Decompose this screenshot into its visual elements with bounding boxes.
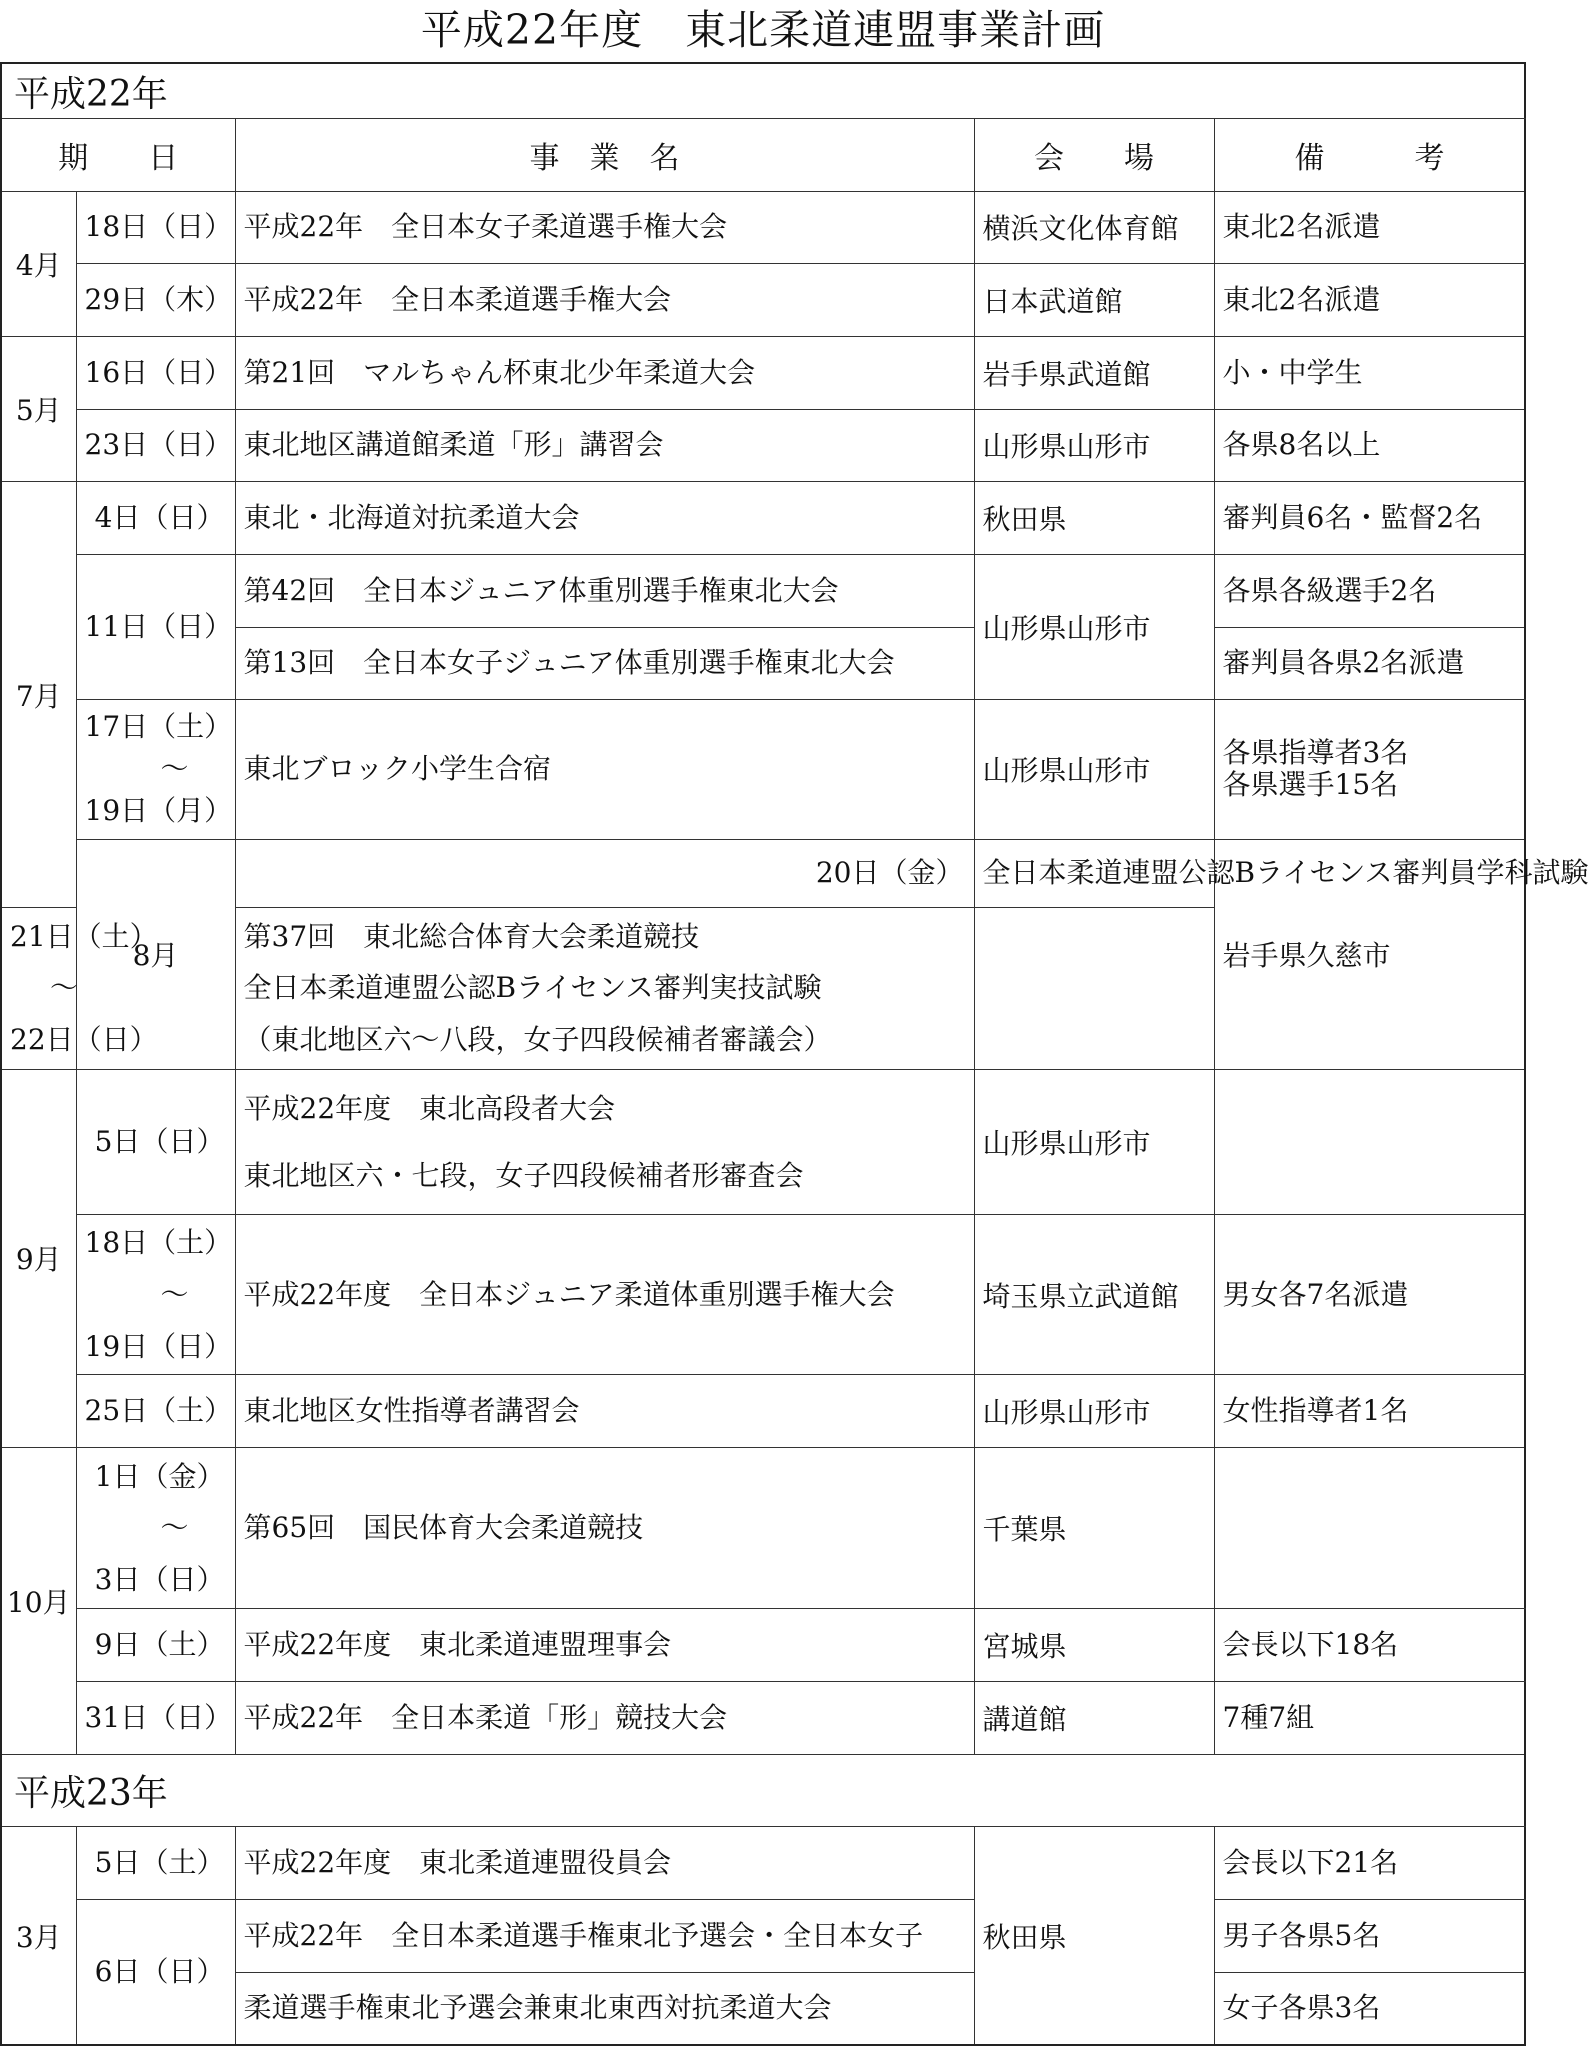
event-cell: 平成22年 全日本柔道「形」競技大会 xyxy=(235,1682,974,1755)
date-cell: 25日（土） xyxy=(76,1375,235,1448)
remarks-cell: 女性指導者1名 xyxy=(1214,1375,1525,1448)
month-cell: 9月 xyxy=(1,1069,76,1447)
venue-cell: 日本武道館 xyxy=(974,264,1214,337)
event-cell: 東北地区女性指導者講習会 xyxy=(235,1375,974,1448)
venue-cell: 埼玉県立武道館 xyxy=(974,1214,1214,1374)
schedule-row xyxy=(1,1609,1525,1682)
date-cell: 16日（日） xyxy=(76,336,235,409)
month-cell: 8月 xyxy=(76,839,235,1069)
remarks-cell: 小・中学生 xyxy=(1214,336,1525,409)
header-event: 事 業 名 xyxy=(235,119,974,192)
schedule-row xyxy=(1,839,1525,908)
schedule-row xyxy=(1,1447,1525,1608)
schedule-row xyxy=(1,1682,1525,1755)
remarks-cell: 東北2名派遣 xyxy=(1214,191,1525,264)
schedule-row xyxy=(1,554,1525,627)
event-cell: 柔道選手権東北予選会兼東北東西対抗柔道大会 xyxy=(235,1972,974,2045)
schedule-row xyxy=(1,1375,1525,1448)
month-cell: 4月 xyxy=(1,191,76,336)
header-row xyxy=(1,119,1525,192)
event-cell: 全日本柔道連盟公認Bライセンス審判員学科試験 xyxy=(974,839,1214,908)
header-remarks: 備 考 xyxy=(1214,119,1525,192)
schedule-row xyxy=(1,191,1525,264)
remarks-cell: 審判員各県2名派遣 xyxy=(1214,627,1525,700)
year-label: 平成22年 xyxy=(1,63,1525,119)
remarks-cell: 東北2名派遣 xyxy=(1214,264,1525,337)
event-cell: 平成22年度 東北柔道連盟役員会 xyxy=(235,1827,974,1900)
venue-cell: 山形県山形市 xyxy=(974,409,1214,482)
month-cell: 7月 xyxy=(1,482,76,908)
schedule-row xyxy=(1,1214,1525,1374)
date-cell: 6日（日） xyxy=(76,1900,235,2045)
event-cell: 平成22年度 東北柔道連盟理事会 xyxy=(235,1609,974,1682)
event-cell: 平成22年度 東北高段者大会 東北地区六・七段，女子四段候補者形審査会 xyxy=(235,1069,974,1214)
venue-cell: 岩手県武道館 xyxy=(974,336,1214,409)
event-cell: 東北地区講道館柔道「形」講習会 xyxy=(235,409,974,482)
venue-cell: 横浜文化体育館 xyxy=(974,191,1214,264)
remarks-cell: 男子各県5名 xyxy=(1214,1900,1525,1973)
date-cell: 5日（日） xyxy=(76,1069,235,1214)
schedule-row xyxy=(1,409,1525,482)
year-row xyxy=(1,63,1525,119)
event-cell: 平成22年 全日本柔道選手権大会 xyxy=(235,264,974,337)
schedule-row xyxy=(1,700,1525,839)
venue-cell: 山形県山形市 xyxy=(974,554,1214,699)
venue-cell: 山形県山形市 xyxy=(974,1375,1214,1448)
venue-cell: 千葉県 xyxy=(974,1447,1214,1608)
event-cell: 第21回 マルちゃん杯東北少年柔道大会 xyxy=(235,336,974,409)
schedule-row xyxy=(1,336,1525,409)
remarks-cell: 女子各県3名 xyxy=(1214,1972,1525,2045)
schedule-row xyxy=(1,482,1525,555)
remarks-cell xyxy=(1214,1069,1525,1214)
date-cell: 29日（木） xyxy=(76,264,235,337)
month-cell: 10月 xyxy=(1,1447,76,1754)
remarks-cell: 各県指導者3名 各県選手15名 xyxy=(1214,700,1525,839)
date-cell: 18日（土） 〜 19日（日） xyxy=(76,1214,235,1374)
event-cell: 第13回 全日本女子ジュニア体重別選手権東北大会 xyxy=(235,627,974,700)
date-cell: 23日（日） xyxy=(76,409,235,482)
year-label: 平成23年 xyxy=(1,1754,1525,1827)
date-cell: 1日（金） 〜 3日（日） xyxy=(76,1447,235,1608)
venue-cell: 宮城県 xyxy=(974,1609,1214,1682)
event-cell: 平成22年 全日本女子柔道選手権大会 xyxy=(235,191,974,264)
year-row xyxy=(1,1754,1525,1827)
event-cell: 平成22年 全日本柔道選手権東北予選会・全日本女子 xyxy=(235,1900,974,1973)
event-cell: 東北・北海道対抗柔道大会 xyxy=(235,482,974,555)
venue-cell: 岩手県久慈市 xyxy=(1214,839,1525,1069)
remarks-cell: 男女各7名派遣 xyxy=(1214,1214,1525,1374)
schedule-row xyxy=(1,1827,1525,1900)
venue-cell: 講道館 xyxy=(974,1682,1214,1755)
header-date: 期 日 xyxy=(1,119,235,192)
remarks-cell: 審判員6名・監督2名 xyxy=(1214,482,1525,555)
event-cell: 第42回 全日本ジュニア体重別選手権東北大会 xyxy=(235,554,974,627)
venue-cell: 山形県山形市 xyxy=(974,700,1214,839)
month-cell: 5月 xyxy=(1,336,76,481)
remarks-cell: 7種7組 xyxy=(1214,1682,1525,1755)
date-cell: 11日（日） xyxy=(76,554,235,699)
remarks-cell: 会長以下18名 xyxy=(1214,1609,1525,1682)
remarks-cell: 会長以下21名 xyxy=(1214,1827,1525,1900)
event-cell: 第65回 国民体育大会柔道競技 xyxy=(235,1447,974,1608)
header-venue: 会 場 xyxy=(974,119,1214,192)
remarks-cell: 各県各級選手2名 xyxy=(1214,554,1525,627)
date-cell: 5日（土） xyxy=(76,1827,235,1900)
date-cell: 31日（日） xyxy=(76,1682,235,1755)
remarks-cell xyxy=(1214,1447,1525,1608)
month-cell: 3月 xyxy=(1,1827,76,2045)
schedule-row xyxy=(1,1069,1525,1214)
date-cell: 4日（日） xyxy=(76,482,235,555)
event-cell: 第37回 東北総合体育大会柔道競技 全日本柔道連盟公認Bライセンス審判実技試験 （東北地区六〜八段，女子四段候補者審議会） xyxy=(235,908,974,1069)
date-cell: 9日（土） xyxy=(76,1609,235,1682)
schedule-table xyxy=(0,62,1589,2046)
venue-cell: 秋田県 xyxy=(974,1827,1214,2045)
event-cell: 平成22年度 全日本ジュニア柔道体重別選手権大会 xyxy=(235,1214,974,1374)
page-title: 平成22年度 東北柔道連盟事業計画 xyxy=(420,6,1106,54)
remarks-cell: 各県8名以上 xyxy=(1214,409,1525,482)
venue-cell: 山形県山形市 xyxy=(974,1069,1214,1214)
schedule-row xyxy=(1,264,1525,337)
date-cell: 21日（土） 〜 22日（日） xyxy=(1,908,76,1069)
schedule-row xyxy=(1,1900,1525,1973)
date-cell: 18日（日） xyxy=(76,191,235,264)
date-cell: 17日（土） 〜 19日（月） xyxy=(76,700,235,839)
event-cell: 東北ブロック小学生合宿 xyxy=(235,700,974,839)
date-cell: 20日（金） xyxy=(235,839,974,908)
venue-cell: 秋田県 xyxy=(974,482,1214,555)
